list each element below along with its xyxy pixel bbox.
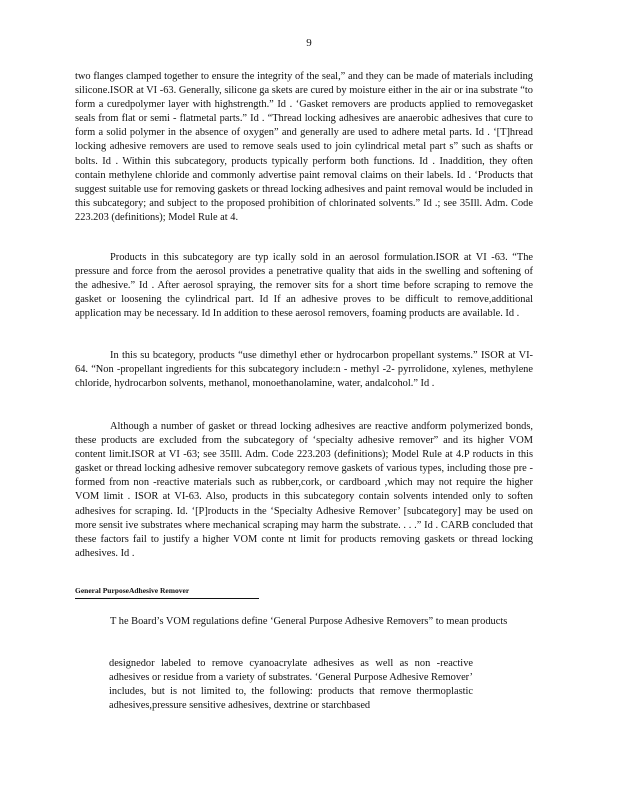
- paragraph-gasket-definitions: two flanges clamped together to ensure the integrity of the seal,” and they can be made of materials including silicone.ISOR at VI -63. Generally, silicone ga skets are cured by moisture either in the air or ina substrate “to form a curedpolymer layer with highstrength.” Id . ‘Gasket removers are products applied to removegasket seals from flat or semi - flatmetal parts.” Id . “Thread locking adhesives are anaerobic adhesives that cure to form a solid polymer in the absence of oxygen” and generally are used to adhere metal parts. Id . ‘[T]hread locking adhesive removers are used to remove seals used to join cylindrical metal part s” such as shafts or bolts. Id . Within this subcategory, products typically perform both functions. Id . Inaddition, they often contain methylene chloride and commonly advertise paint removal claims on their labels. Id . ‘Products that suggest suitable use for removing gaskets or thread locking adhesives and paint removal would be included in this subcategory; and subject to the proposed prohibition of chlorinated solvents.” Id .; see 35Ill. Adm. Code 223.203 (definitions); Model Rule at 4.: [75, 71, 533, 223]
- paragraph-exclusion: Although a number of gasket or thread locking adhesives are reactive andform polymerized bonds, these products are excluded from the subcategory of ‘specialty adhesive remover” and its higher VOM content limit.ISOR at VI -63; see 35Ill. Adm. Code 223.203 (definitions); Model Rule at 4.P roducts in this gasket or thread locking adhesive remover subcategory remove gaskets of various types, including those pre -formed from non -reactive materials such as rubber,cork, or cardboard ,which may not require the higher VOM limit . ISOR at VI-63. Also, products in this subcategory contain solvents intended only to soften adhesives for scraping. Id. ‘[P]roducts in the ‘Specialty Adhesive Remover’ [subcategory] may be used on more sensit ive substrates where mechanical scraping may harm the substrate. . . .” Id . CARB concluded that these factors fail to justify a higher VOM conte nt limit for products removing gaskets or thread locking adhesives. Id .: [75, 421, 533, 559]
- paragraph-board-regulations: T he Board’s VOM regulations define ‘General Purpose Adhesive Removers” to mean products: [110, 616, 508, 627]
- heading-underline: [75, 598, 259, 599]
- paragraph-propellants: In this su bcategory, products “use dimethyl ether or hydrocarbon propellant systems.” ISOR at VI-64. “Non -propellant ingredients for this subcategory include:n - methyl -2- pyrrolidone, xylenes, methylene chloride, hydrocarbon solvents, methanol, monoethanolamine, water, andalcohol.” Id .: [75, 350, 533, 390]
- block-quote: designedor labeled to remove cyanoacrylate adhesives as well as non -reactive adhesives or residue from a variety of substrates. ‘General Purpose Adhesive Remover’ includes, but is not limited to, the following: products that remove thermoplastic adhesives,pressure sensitive adhesives, dextrine or starchbased: [109, 658, 473, 712]
- paragraph-aerosol-products: Products in this subcategory are typ ically sold in an aerosol formulation.ISOR at VI -63. “The pressure and force from the aerosol provides a penetrative quality that aids in the swelling and softening of the adhesive.” Id . After aerosol spraying, the remover sits for a short time before scraping to remove the gasket or loosening the cylindrical part. Id If an adhesive proves to be difficult to remove,additional application may be necessary. Id In addition to these aerosol removers, foaming products are available. Id .: [75, 252, 533, 320]
- section-heading: General PurposeAdhesive Remover: [75, 586, 190, 595]
- page-number: 9: [306, 37, 312, 49]
